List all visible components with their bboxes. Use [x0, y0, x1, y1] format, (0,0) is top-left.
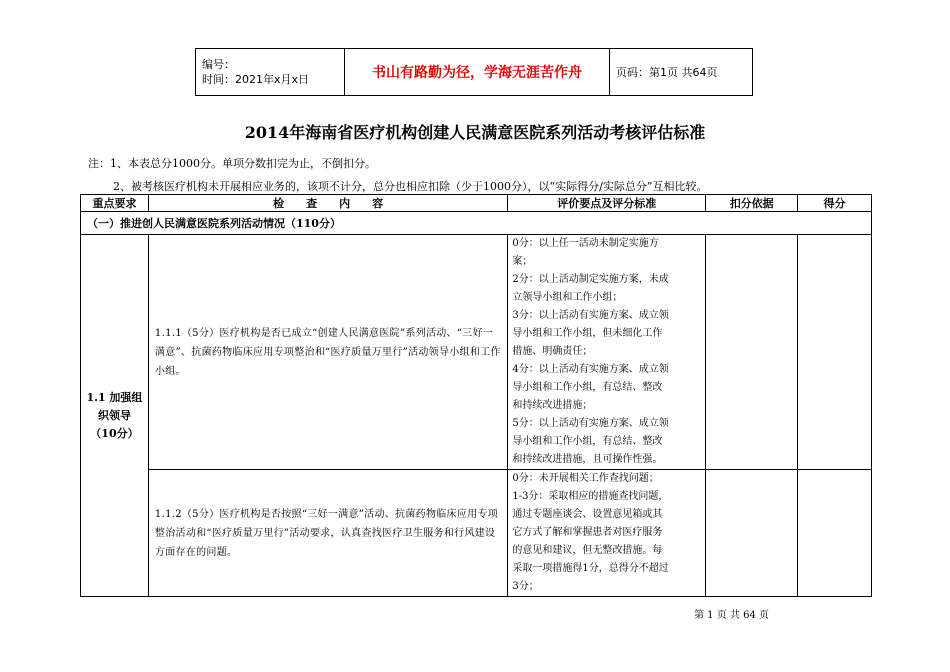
requirement-line: 1.1 加强组 — [86, 390, 143, 404]
requirement-line: 织领导 — [97, 408, 131, 422]
criteria-line: 0分：未开展相关工作查找问题； — [512, 473, 659, 484]
criteria-line: 0分：以上任一活动未制定实施方 — [512, 238, 659, 249]
criteria-cell — [508, 470, 706, 597]
section-row — [81, 212, 872, 235]
document-title: 2014年海南省医疗机构创建人民满意医院系列活动考核评估标准 — [244, 123, 706, 142]
criteria-line: 和持续改进措施； — [512, 400, 593, 411]
criteria-line: 1-3分：采取相应的措施查找问题， — [512, 491, 669, 502]
criteria-line: 和持续改进措施，且可操作性强。 — [512, 454, 663, 465]
criteria-cell — [508, 235, 706, 470]
document-header — [195, 48, 753, 96]
criteria-line: 立领导小组和工作小组； — [512, 292, 623, 303]
col-header-content: 检 查 内 容 — [148, 195, 507, 212]
table-row — [81, 235, 872, 470]
table-header-row — [81, 195, 872, 212]
criteria-line: 导小组和工作小组，但未细化工作 — [512, 328, 663, 339]
criteria-line: 采取一项措施得1分，总得分不超过 — [512, 563, 669, 574]
evaluation-table — [80, 194, 872, 597]
criteria-line: 导小组和工作小组，有总结、整改 — [512, 382, 663, 393]
criteria-line: 3分； — [512, 581, 539, 592]
header-meta — [196, 49, 345, 96]
col-header-score: 得分 — [798, 195, 872, 212]
requirement-cell — [81, 235, 149, 597]
section-title: （一）推进创人民满意医院系列活动情况（110分） — [81, 212, 872, 235]
criteria-line: 的意见和建议，但无整改措施。每 — [512, 545, 663, 556]
content-cell: 1.1.2（5分）医疗机构是否按照“三好一满意”活动、抗菌药物临床应用专项整治活动和“医疗质量万里行”活动要求，认真查找医疗卫生服务和行风建设方面存在的问题。 — [148, 470, 507, 597]
page-footer: 第 1 页 共 64 页 — [694, 610, 769, 621]
col-header-requirement: 重点要求 — [81, 195, 149, 212]
motto: 书山有路勤为径，学海无涯苦作舟 — [345, 49, 610, 96]
criteria-line: 通过专题座谈会、设置意见箱或其 — [512, 509, 663, 520]
note-2: 2、被考核医疗机构未开展相应业务的，该项不计分，总分也相应扣除（少于1000分），以“实际得分/实际总分”互相比较。 — [113, 180, 708, 193]
deduction-cell[interactable] — [706, 235, 798, 470]
criteria-line: 3分：以上活动有实施方案、成立领 — [512, 310, 669, 321]
criteria-line: 措施、明确责任； — [512, 346, 593, 357]
score-cell[interactable] — [798, 470, 872, 597]
number-label: 编号： — [202, 58, 235, 71]
content-cell: 1.1.1（5分）医疗机构是否已成立“创建人民满意医院”系列活动、“三好一满意”、抗菌药物临床应用专项整治和“医疗质量万里行”活动领导小组和工作小组。 — [148, 235, 507, 470]
criteria-line: 5分：以上活动有实施方案、成立领 — [512, 418, 669, 429]
col-header-deduction: 扣分依据 — [706, 195, 798, 212]
criteria-line: 导小组和工作小组，有总结、整改 — [512, 436, 663, 447]
criteria-line: 2分：以上活动制定实施方案，未成 — [512, 274, 669, 285]
page-info: 页码：第1页 共64页 — [610, 49, 753, 96]
deduction-cell[interactable] — [706, 470, 798, 597]
score-cell[interactable] — [798, 235, 872, 470]
criteria-line: 4分：以上活动有实施方案、成立领 — [512, 364, 669, 375]
table-row — [81, 470, 872, 597]
col-header-criteria: 评价要点及评分标准 — [508, 195, 706, 212]
criteria-line: 它方式了解和掌握患者对医疗服务 — [512, 527, 663, 538]
requirement-line: （10分） — [90, 426, 139, 440]
time-label: 时间：2021年x月x日 — [202, 73, 310, 86]
criteria-line: 案； — [512, 256, 533, 267]
note-1: 注：1、本表总分1000分。单项分数扣完为止，不倒扣分。 — [88, 157, 376, 170]
